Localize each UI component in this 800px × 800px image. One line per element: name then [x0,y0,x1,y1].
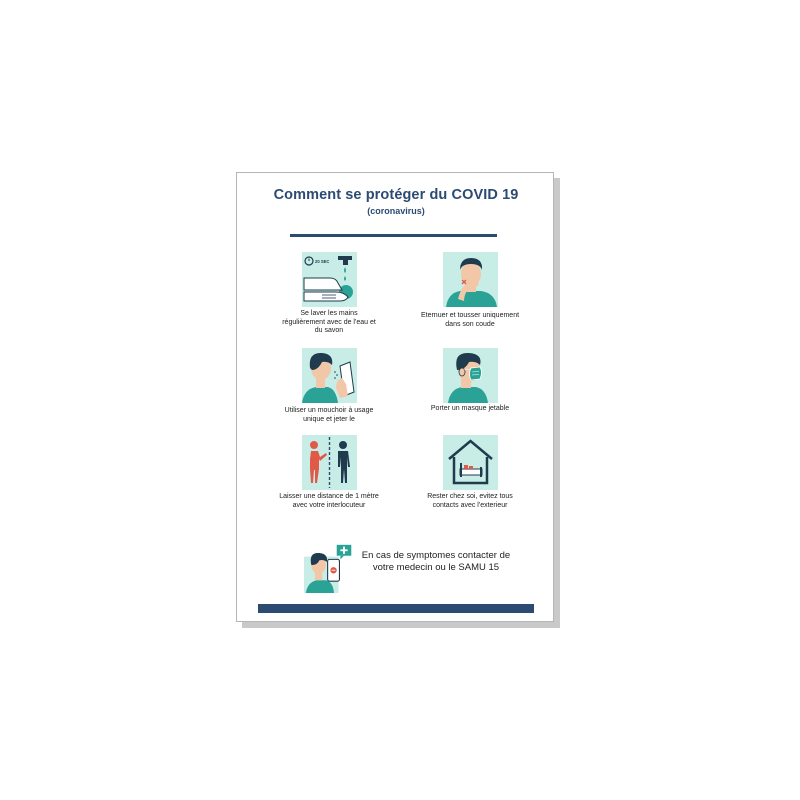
title-divider [290,234,497,237]
poster-subtitle: (coronavirus) [367,206,425,216]
caption-face-mask: Porter un masque jetable [430,405,510,412]
hand-washing-icon [302,252,357,307]
stay-home-icon [443,435,498,490]
cough-in-elbow-icon [443,252,498,307]
social-distance-icon [302,435,357,490]
face-mask-icon [443,348,498,403]
emergency-message: En cas de symptomes contacter de votre medecin ou le SAMU 15 [361,550,511,573]
tissue-icon [302,348,357,403]
timer-label: 20 SEC [315,259,330,264]
caption-tissue: Utiliser un mouchoir à usage unique et jeter le [284,407,374,423]
caption-hand-washing: Se laver les mains régulièrement avec de l'eau et du savon [282,310,376,334]
caption-cough-elbow: Eternuer et tousser uniquement dans son coude [420,312,520,328]
poster-title: Comment se protéger du COVID 19 [273,187,519,203]
caption-social-distance: Laisser une distance de 1 mètre avec votre interlocuteur [279,493,379,509]
phone-doctor-icon [304,543,354,593]
footer-bar [258,604,534,613]
caption-stay-home: Rester chez soi, evitez tous contacts avec l'exterieur [427,493,513,509]
covid-poster [236,172,554,622]
